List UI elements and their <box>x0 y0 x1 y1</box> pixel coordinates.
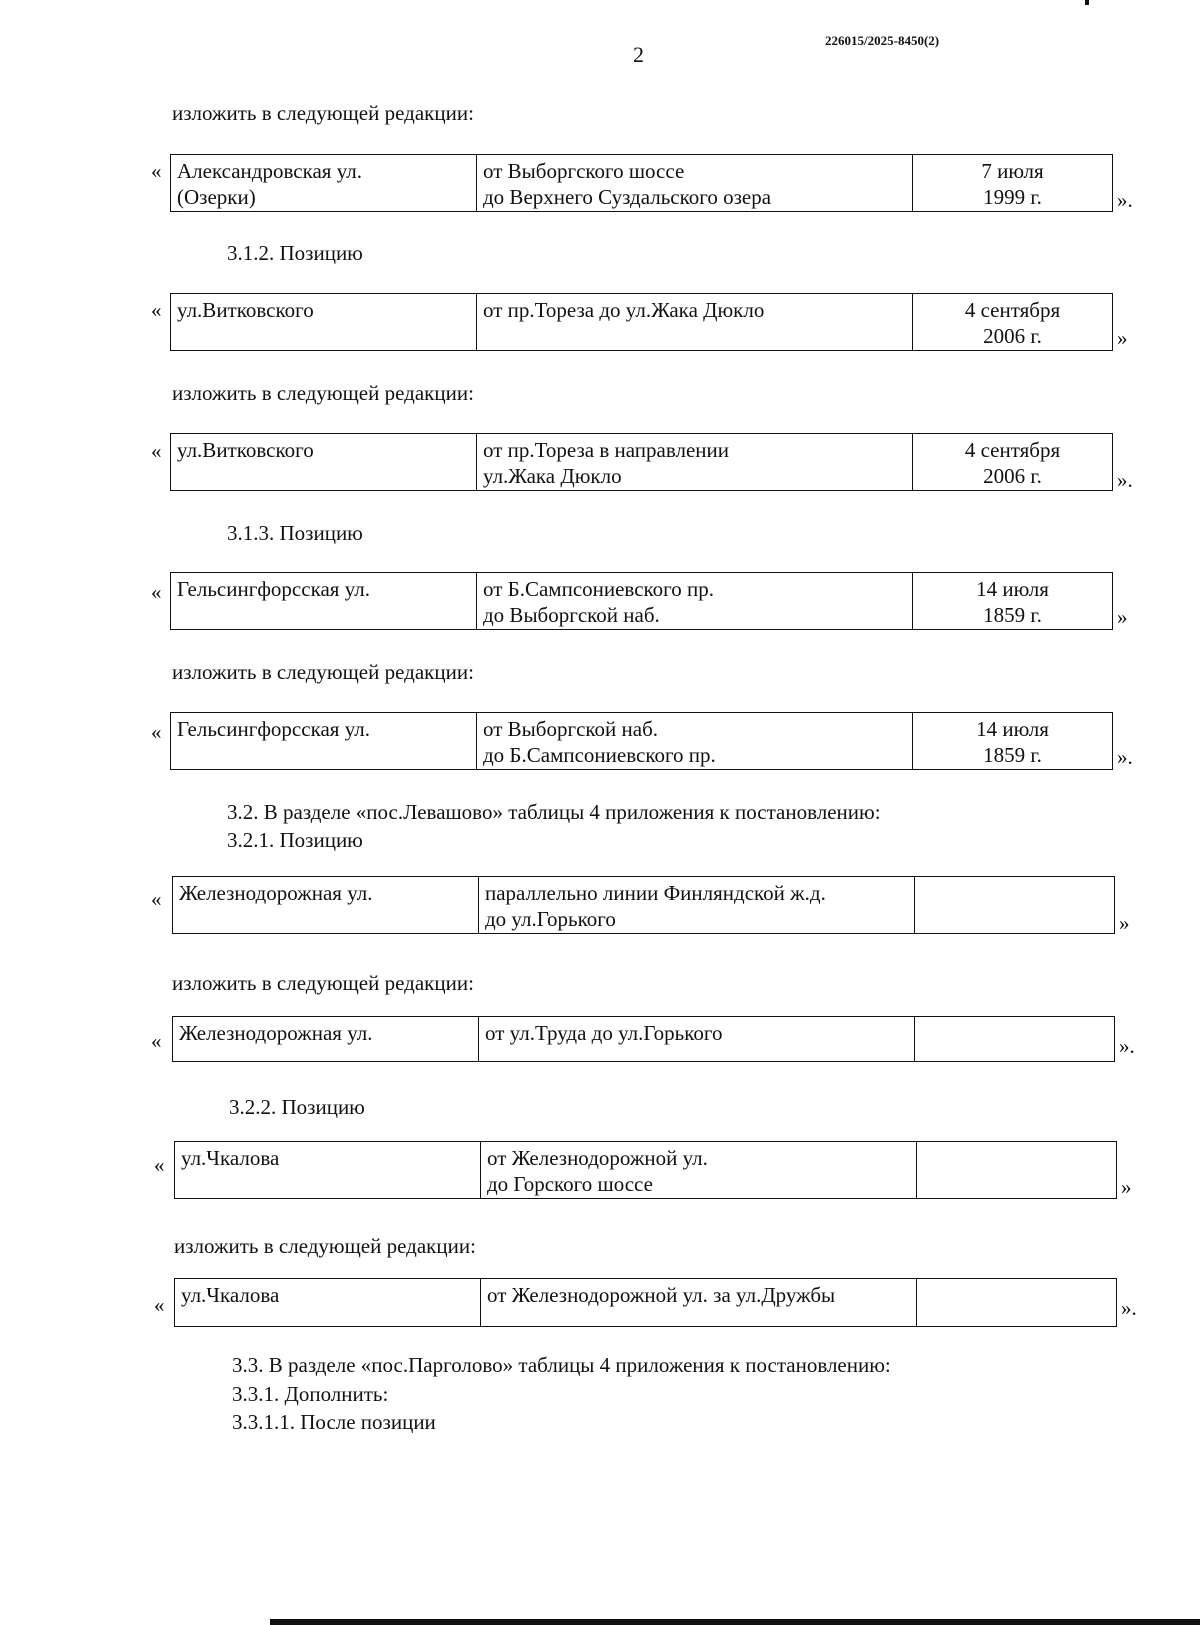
table-row <box>172 876 1115 934</box>
street-name: ул.Витковского <box>177 298 314 322</box>
section-heading: 3.1.2. Позицию <box>227 241 363 265</box>
route-line-1: от Выборгского шоссе <box>483 159 685 183</box>
street-name: Железнодорожная ул. <box>179 881 373 905</box>
section-text: изложить в следующей редакции: <box>172 660 474 684</box>
street-name: Гельсингфорсская ул. <box>177 717 370 741</box>
section-heading: 3.3.1. Дополнить: <box>232 1382 389 1406</box>
scan-mark <box>1085 0 1089 5</box>
date-line-2: 1999 г. <box>983 185 1042 209</box>
street-name: Железнодорожная ул. <box>179 1021 373 1045</box>
open-quote: « <box>151 580 162 604</box>
open-quote: « <box>151 439 162 463</box>
table-row <box>172 1016 1115 1062</box>
street-name: Александровская ул. <box>177 159 363 183</box>
close-quote: ». <box>1117 745 1133 769</box>
route-line-2: до ул.Горького <box>485 907 616 931</box>
route-line-1: от Выборгской наб. <box>483 717 659 741</box>
section-heading: 3.2. В разделе «пос.Левашово» таблицы 4 приложения к постановлению: <box>227 800 881 824</box>
table-row <box>170 712 1113 770</box>
close-quote: » <box>1117 605 1128 629</box>
date-line-2: 2006 г. <box>983 324 1042 348</box>
close-quote: ». <box>1119 1034 1135 1058</box>
route-line-1: от Железнодорожной ул. <box>487 1146 708 1170</box>
section-text: изложить в следующей редакции: <box>172 381 474 405</box>
route-line-1: от ул.Труда до ул.Горького <box>485 1021 723 1045</box>
street-name-2: (Озерки) <box>177 185 256 209</box>
route-line-2: до Выборгской наб. <box>483 603 660 627</box>
date-line-1: 4 сентября <box>964 298 1061 322</box>
section-text: изложить в следующей редакции: <box>174 1234 476 1258</box>
open-quote: « <box>151 887 162 911</box>
open-quote: « <box>151 298 162 322</box>
street-name: Гельсингфорсская ул. <box>177 577 370 601</box>
section-heading: 3.2.1. Позицию <box>227 828 363 852</box>
street-name: ул.Чкалова <box>181 1146 280 1170</box>
section-text: изложить в следующей редакции: <box>172 101 474 125</box>
document-number: 226015/2025-8450(2) <box>825 33 940 48</box>
open-quote: « <box>151 1029 162 1053</box>
section-heading: 3.3. В разделе «пос.Парголово» таблицы 4 приложения к постановлению: <box>232 1353 891 1377</box>
date-line-1: 14 июля <box>976 577 1049 601</box>
close-quote: » <box>1117 326 1128 350</box>
table-row <box>170 293 1113 351</box>
route-line-1: от Б.Сампсониевского пр. <box>483 577 715 601</box>
close-quote: ». <box>1121 1296 1137 1320</box>
table-row <box>170 433 1113 491</box>
street-name: ул.Чкалова <box>181 1283 280 1307</box>
route-line-2: до Горского шоссе <box>487 1172 653 1196</box>
close-quote: » <box>1121 1175 1132 1199</box>
open-quote: « <box>154 1293 165 1317</box>
section-heading: 3.1.3. Позицию <box>227 521 363 545</box>
date-line-1: 4 сентября <box>964 438 1061 462</box>
open-quote: « <box>151 720 162 744</box>
date-line-1: 7 июля <box>981 159 1044 183</box>
date-line-2: 2006 г. <box>983 464 1042 488</box>
page-number: 2 <box>633 42 644 67</box>
open-quote: « <box>151 159 162 183</box>
route-line-1: от Железнодорожной ул. за ул.Дружбы <box>487 1283 836 1307</box>
table-row <box>170 572 1113 630</box>
section-text: изложить в следующей редакции: <box>172 971 474 995</box>
close-quote: » <box>1119 911 1130 935</box>
date-line-1: 14 июля <box>976 717 1049 741</box>
route-line-2: до Б.Сампсониевского пр. <box>483 743 716 767</box>
open-quote: « <box>154 1153 165 1177</box>
route-line-2: ул.Жака Дюкло <box>483 464 622 488</box>
route-line-2: до Верхнего Суздальского озера <box>483 185 772 209</box>
scan-edge <box>270 1619 1200 1625</box>
table-row <box>170 154 1113 212</box>
section-heading: 3.3.1.1. После позиции <box>232 1410 436 1434</box>
close-quote: ». <box>1117 188 1133 212</box>
close-quote: ». <box>1117 468 1133 492</box>
route-line-1: от пр.Тореза в направлении <box>483 438 729 462</box>
date-line-2: 1859 г. <box>983 603 1042 627</box>
street-name: ул.Витковского <box>177 438 314 462</box>
section-heading: 3.2.2. Позицию <box>229 1095 365 1119</box>
route-line-1: параллельно линии Финляндской ж.д. <box>485 881 826 905</box>
route-line-1: от пр.Тореза до ул.Жака Дюкло <box>483 298 765 322</box>
table-row <box>174 1141 1117 1199</box>
table-row <box>174 1278 1117 1327</box>
date-line-2: 1859 г. <box>983 743 1042 767</box>
